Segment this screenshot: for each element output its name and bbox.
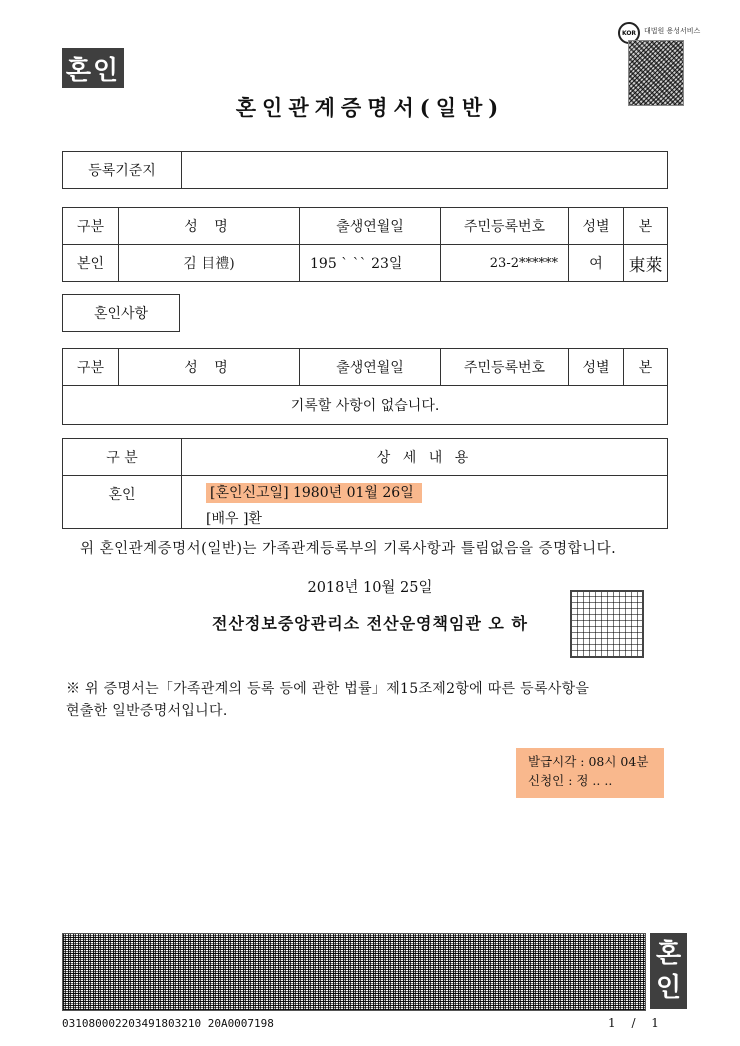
marriage-badge: [62, 48, 124, 88]
legal-note: [66, 678, 666, 722]
header-sex: 성별: [569, 349, 624, 386]
self-sex: 여: [569, 245, 624, 282]
issue-date: 2018년 10월 25일: [307, 580, 433, 596]
page-number: 1 / 1: [608, 1016, 665, 1030]
self-name: 김 目禮): [119, 245, 300, 282]
self-birth: 195 ` `` 23일: [300, 245, 441, 282]
table-row: [63, 386, 668, 425]
issue-info-box: [516, 748, 664, 798]
registry-table: [62, 151, 668, 189]
table-header-row: [63, 349, 668, 386]
certification-statement: 위 혼인관계증명서(일반)는 가족관계등록부의 기록사항과 틀림없음을 증명합니다.: [80, 541, 617, 557]
spouse-table: [62, 348, 668, 425]
marriage-report-date: [혼인신고일] 1980년 01월 26일: [206, 483, 422, 503]
detail-header-content: 상 세 내 용: [182, 439, 668, 476]
document-number: 031080002203491803210 20A0007198: [62, 1017, 274, 1030]
self-type: 본인: [63, 245, 119, 282]
table-header-row: [63, 439, 668, 476]
header-sex: 성별: [569, 208, 624, 245]
header-rrn: 주민등록번호: [441, 349, 569, 386]
official-seal: [570, 590, 644, 658]
verify-logo-icon: KOR: [618, 22, 640, 44]
side-badge-char2: 인: [655, 973, 682, 1003]
header-birth: 출생연월일: [300, 349, 441, 386]
table-row: [63, 245, 668, 282]
header-type: 구분: [63, 349, 119, 386]
issue-time: 발급시각 : 08시 04분: [528, 754, 649, 769]
header-rrn: 주민등록번호: [441, 208, 569, 245]
self-table: [62, 207, 668, 282]
header-type: 구분: [63, 208, 119, 245]
self-clan: 東萊: [624, 245, 668, 282]
applicant: 신청인 : 정 .. ..: [528, 773, 613, 788]
legal-note-line2: 현출한 일반증명서입니다.: [66, 703, 228, 719]
header-birth: 출생연월일: [300, 208, 441, 245]
issuer-name: 전산정보중앙관리소 전산운영책임관 오 하: [212, 614, 528, 633]
marriage-side-badge: [650, 933, 687, 1009]
self-rrn: 23-2******: [441, 245, 569, 282]
registry-label: 등록기준지: [63, 152, 182, 189]
detail-content: [182, 476, 668, 529]
registry-value: [182, 152, 668, 189]
marriage-section-table: [62, 294, 180, 332]
table-row: [63, 476, 668, 529]
document-title: 혼인관계증명서(일반): [235, 95, 505, 120]
marriage-section-label: 혼인사항: [63, 295, 180, 332]
legal-note-line1: ※ 위 증명서는「가족관계의 등록 등에 관한 법률」제15조제2항에 따른 등록사항을: [66, 681, 590, 697]
security-barcode: [62, 933, 646, 1011]
spouse-line: [배우 ]환: [206, 511, 262, 527]
verify-service-label: 대법원 용성서비스: [644, 27, 701, 35]
no-record-text: 기록할 사항이 없습니다.: [63, 386, 668, 425]
detail-header-type: 구 분: [63, 439, 182, 476]
badge-text: 혼인: [65, 55, 121, 86]
header-name: 성 명: [119, 349, 300, 386]
detail-type: 혼인: [63, 476, 182, 529]
header-clan: 본: [624, 349, 668, 386]
header-name: 성 명: [119, 208, 300, 245]
side-badge-char1: 혼: [655, 939, 682, 969]
detail-table: [62, 438, 668, 529]
header-clan: 본: [624, 208, 668, 245]
table-header-row: [63, 208, 668, 245]
